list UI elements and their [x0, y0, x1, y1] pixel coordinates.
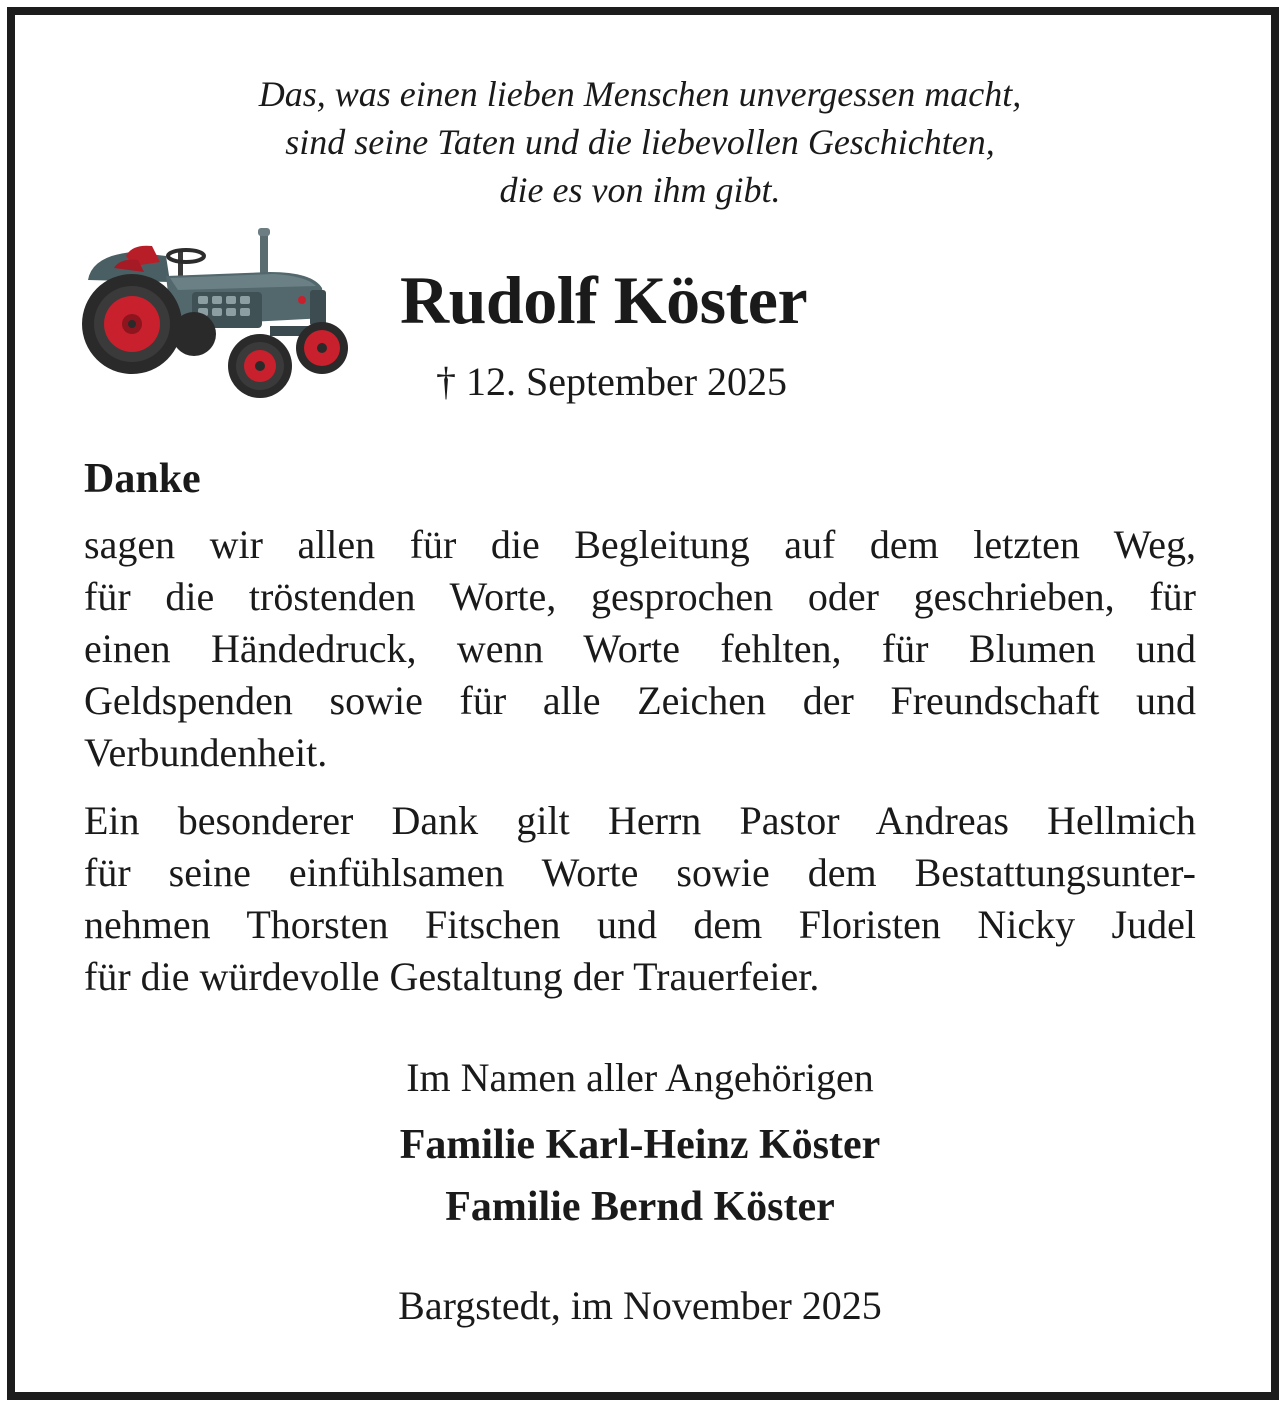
- family-name-2: Familie Bernd Köster: [445, 1184, 835, 1230]
- family-name-1: Familie Karl-Heinz Köster: [399, 1122, 881, 1168]
- paragraph-line: Verbundenheit.: [84, 730, 328, 775]
- memorial-quote: [0, 70, 1280, 214]
- paragraph-line: für seine einfühlsamen Worte sowie dem Bestattungsunter-: [84, 850, 1196, 895]
- paragraph-line: einen Händedruck, wenn Worte fehlten, für Blumen und: [84, 626, 1196, 671]
- thanks-paragraph-1: [84, 519, 1196, 779]
- place-date: Bargstedt, im November 2025: [398, 1283, 882, 1328]
- death-date: † 12. September 2025: [436, 359, 788, 404]
- signature-intro: Im Namen aller Angehörigen: [406, 1055, 874, 1100]
- paragraph-line: Ein besonderer Dank gilt Herrn Pastor Andreas Hellmich: [84, 798, 1196, 843]
- paragraph-line: sagen wir allen für die Begleitung auf dem letzten Weg,: [84, 522, 1196, 567]
- quote-line-3: die es von ihm gibt.: [499, 170, 781, 210]
- quote-line-1: Das, was einen lieben Menschen unvergessen macht,: [258, 74, 1022, 114]
- quote-line-2: sind seine Taten und die liebevollen Geschichten,: [285, 122, 995, 162]
- paragraph-line: nehmen Thorsten Fitschen und dem Floristen Nicky Judel: [84, 902, 1196, 947]
- tractor-icon: [74, 222, 356, 408]
- thanks-paragraph-2: [84, 795, 1196, 1003]
- paragraph-line: Geldspenden sowie für alle Zeichen der Freundschaft und: [84, 678, 1196, 723]
- paragraph-line: für die tröstenden Worte, gesprochen oder geschrieben, für: [84, 574, 1196, 619]
- paragraph-line: für die würdevolle Gestaltung der Trauerfeier.: [84, 954, 820, 999]
- deceased-name: Rudolf Köster: [400, 262, 808, 338]
- thanks-heading: Danke: [84, 456, 201, 502]
